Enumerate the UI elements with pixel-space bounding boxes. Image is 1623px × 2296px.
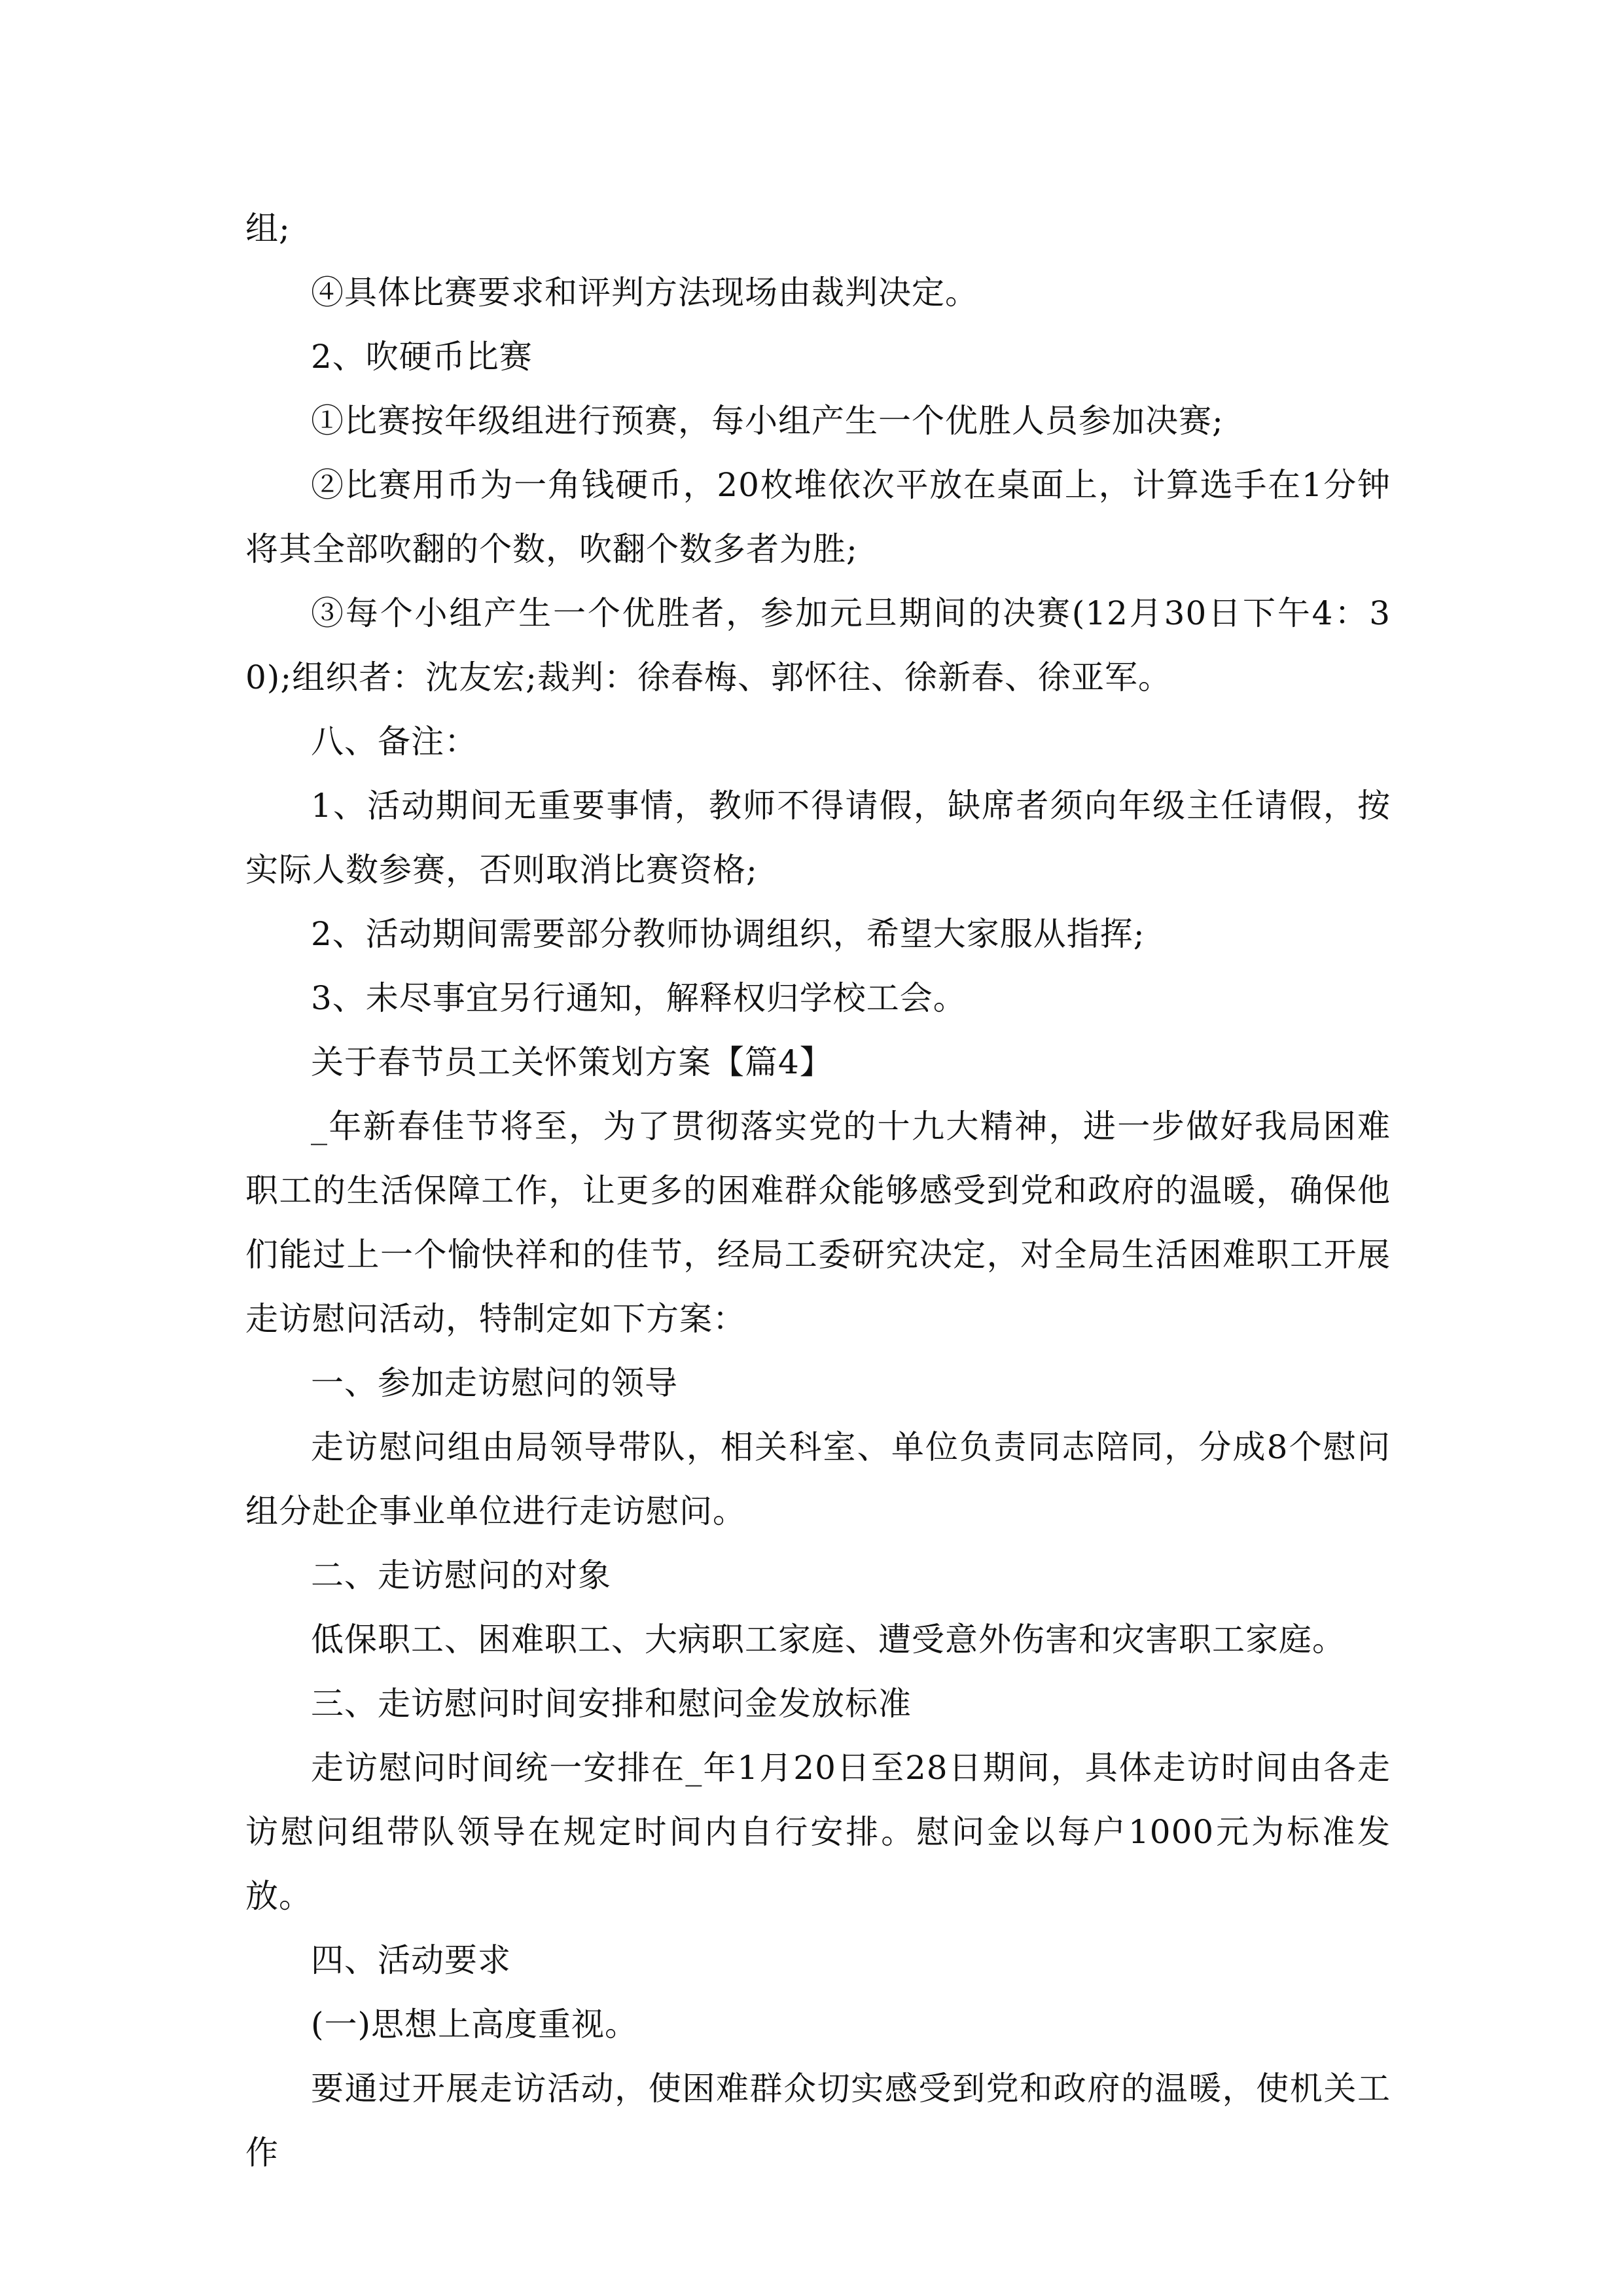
section-heading: 一、参加走访慰问的领导 bbox=[311, 1364, 678, 1402]
sub-heading: (一)思想上高度重视。 bbox=[311, 2005, 639, 2043]
section-heading: 八、备注： bbox=[311, 723, 478, 761]
paragraph: 1、活动期间无重要事情，教师不得请假，缺席者须向年级主任请假，按实际人数参赛，否则取消比赛资格; bbox=[245, 787, 1391, 889]
paragraph: _年新春佳节将至，为了贯彻落实党的十九大精神，进一步做好我局困难职工的生活保障工作，让更多的困难群众能够感受到党和政府的温暖，确保他们能过上一个愉快祥和的佳节，经局工委研究决定，对全局生活困难职工开展走访慰问活动，特制定如下方案： bbox=[245, 1107, 1391, 1338]
section-heading: 二、走访慰问的对象 bbox=[311, 1556, 611, 1594]
paragraph: 走访慰问组由局领导带队，相关科室、单位负责同志陪同，分成8个慰问组分赴企事业单位进行走访慰问。 bbox=[245, 1428, 1391, 1530]
paragraph: ①比赛按年级组进行预赛，每小组产生一个优胜人员参加决赛; bbox=[311, 402, 1224, 440]
article-title: 关于春节员工关怀策划方案【篇4】 bbox=[311, 1043, 833, 1081]
paragraph: 低保职工、困难职工、大病职工家庭、遭受意外伤害和灾害职工家庭。 bbox=[311, 1621, 1346, 1659]
section-heading: 四、活动要求 bbox=[311, 1941, 511, 1979]
paragraph: ②比赛用币为一角钱硬币，20枚堆依次平放在桌面上，计算选手在1分钟将其全部吹翻的个数，吹翻个数多者为胜; bbox=[245, 466, 1391, 568]
paragraph: ④具体比赛要求和评判方法现场由裁判决定。 bbox=[311, 274, 978, 312]
paragraph: 2、活动期间需要部分教师协调组织，希望大家服从指挥; bbox=[311, 915, 1145, 953]
paragraph: 要通过开展走访活动，使困难群众切实感受到党和政府的温暖，使机关工作 bbox=[245, 2070, 1391, 2172]
document-page bbox=[245, 196, 1391, 2185]
paragraph: 3、未尽事宜另行通知，解释权归学校工会。 bbox=[311, 979, 967, 1017]
paragraph: ③每个小组产生一个优胜者，参加元旦期间的决赛(12月30日下午4：30);组织者：沈友宏;裁判：徐春梅、郭怀往、徐新春、徐亚军。 bbox=[245, 594, 1391, 696]
paragraph: 组; bbox=[245, 209, 291, 247]
section-heading: 2、吹硬币比赛 bbox=[311, 338, 533, 376]
paragraph: 走访慰问时间统一安排在_年1月20日至28日期间，具体走访时间由各走访慰问组带队领导在规定时间内自行安排。慰问金以每户1000元为标准发放。 bbox=[245, 1749, 1391, 1915]
section-heading: 三、走访慰问时间安排和慰问金发放标准 bbox=[311, 1685, 912, 1723]
